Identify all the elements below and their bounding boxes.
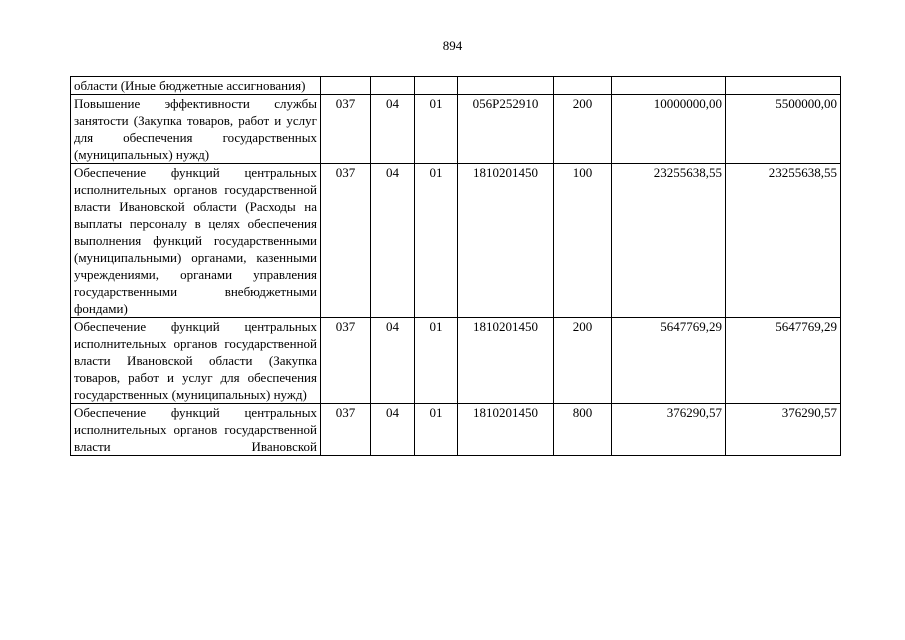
row-name-cell: Обеспечение функций центральных исполнительных органов государственной власти Ивановской xyxy=(71,404,321,456)
sum-cell-1: 376290,57 xyxy=(612,404,726,456)
subsection-code-cell xyxy=(415,77,458,95)
ministry-code-cell: 037 xyxy=(321,95,371,164)
ministry-code-cell: 037 xyxy=(321,404,371,456)
subsection-code-cell: 01 xyxy=(415,318,458,404)
expense-type-cell xyxy=(554,77,612,95)
page-number: 894 xyxy=(442,38,463,53)
target-article-cell: 1810201450 xyxy=(458,164,554,318)
section-code-cell xyxy=(371,77,415,95)
expense-type-cell: 200 xyxy=(554,95,612,164)
row-name-cell: Обеспечение функций центральных исполнительных органов государственной власти Ивановской области (Закупка товаров, работ и услуг для обеспечения государственных (муниципальных) нужд) xyxy=(71,318,321,404)
sum-cell-2 xyxy=(726,77,841,95)
target-article-cell xyxy=(458,77,554,95)
table-row xyxy=(71,318,841,404)
target-article-cell: 1810201450 xyxy=(458,404,554,456)
section-code-cell: 04 xyxy=(371,318,415,404)
budget-table xyxy=(70,76,841,456)
sum-cell-2: 5647769,29 xyxy=(726,318,841,404)
sum-cell-1: 23255638,55 xyxy=(612,164,726,318)
expense-type-cell: 200 xyxy=(554,318,612,404)
table-row xyxy=(71,164,841,318)
section-code-cell: 04 xyxy=(371,404,415,456)
expense-type-cell: 800 xyxy=(554,404,612,456)
subsection-code-cell: 01 xyxy=(415,404,458,456)
subsection-code-cell: 01 xyxy=(415,164,458,318)
sum-cell-1: 5647769,29 xyxy=(612,318,726,404)
section-code-cell: 04 xyxy=(371,164,415,318)
row-name-cell: области (Иные бюджетные ассигнования) xyxy=(71,77,321,95)
ministry-code-cell xyxy=(321,77,371,95)
expense-type-cell: 100 xyxy=(554,164,612,318)
ministry-code-cell: 037 xyxy=(321,318,371,404)
sum-cell-2: 5500000,00 xyxy=(726,95,841,164)
target-article-cell: 056Р252910 xyxy=(458,95,554,164)
row-name-cell: Повышение эффективности службы занятости (Закупка товаров, работ и услуг для обеспечения государственных (муниципальных) нужд) xyxy=(71,95,321,164)
subsection-code-cell: 01 xyxy=(415,95,458,164)
sum-cell-2: 23255638,55 xyxy=(726,164,841,318)
target-article-cell: 1810201450 xyxy=(458,318,554,404)
sum-cell-2: 376290,57 xyxy=(726,404,841,456)
sum-cell-1 xyxy=(612,77,726,95)
table-row xyxy=(71,95,841,164)
sum-cell-1: 10000000,00 xyxy=(612,95,726,164)
ministry-code-cell: 037 xyxy=(321,164,371,318)
table-row xyxy=(71,77,841,95)
table-row xyxy=(71,404,841,456)
section-code-cell: 04 xyxy=(371,95,415,164)
row-name-cell: Обеспечение функций центральных исполнительных органов государственной власти Ивановской области (Расходы на выплаты персоналу в целях обеспечения выполнения функций государственными (муниципальными) органами, казенными учреждениями, органами управления государственными внебюджетными фондами) xyxy=(71,164,321,318)
